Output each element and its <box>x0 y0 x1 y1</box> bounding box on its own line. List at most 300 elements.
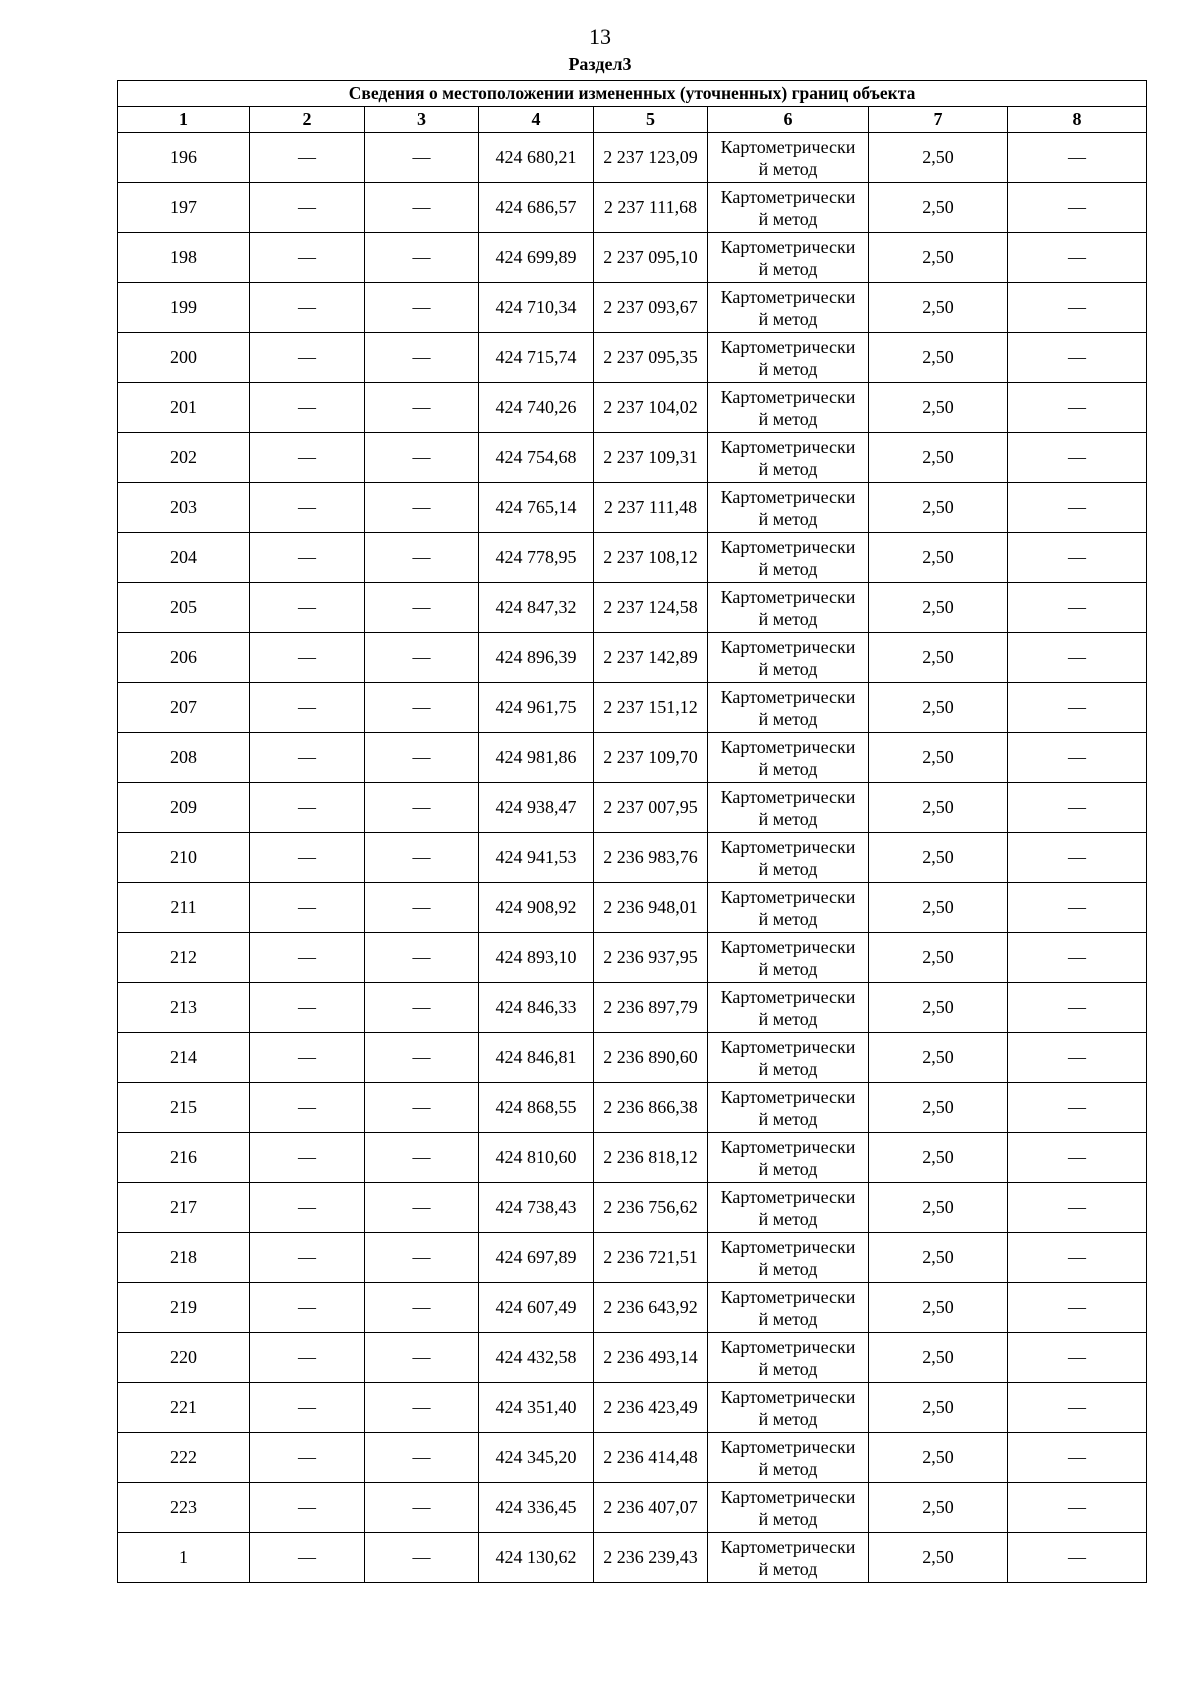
method-line-2: й метод <box>758 408 818 429</box>
accuracy-cell: 2,50 <box>869 183 1008 233</box>
x-coordinate-cell: 424 941,53 <box>479 833 594 883</box>
column-8-cell: — <box>1008 783 1147 833</box>
column-3-cell: — <box>365 283 479 333</box>
column-2-cell: — <box>250 1233 365 1283</box>
table-row <box>118 633 1147 683</box>
x-coordinate-cell: 424 680,21 <box>479 133 594 183</box>
column-2-cell: — <box>250 283 365 333</box>
y-coordinate-cell: 2 236 897,79 <box>594 983 708 1033</box>
column-8-cell: — <box>1008 733 1147 783</box>
table-row <box>118 1083 1147 1133</box>
x-coordinate-cell: 424 754,68 <box>479 433 594 483</box>
method-line-1: Картометрически <box>720 1536 856 1557</box>
table-row <box>118 1033 1147 1083</box>
y-coordinate-cell: 2 237 151,12 <box>594 683 708 733</box>
method-line-2: й метод <box>758 1558 818 1579</box>
method-line-2: й метод <box>758 258 818 279</box>
column-number: 3 <box>365 107 479 133</box>
column-3-cell: — <box>365 483 479 533</box>
method-line-1: Картометрически <box>720 136 856 157</box>
accuracy-cell: 2,50 <box>869 1133 1008 1183</box>
x-coordinate-cell: 424 778,95 <box>479 533 594 583</box>
table-row <box>118 233 1147 283</box>
table-row <box>118 1433 1147 1483</box>
column-number: 6 <box>708 107 869 133</box>
table-row <box>118 983 1147 1033</box>
x-coordinate-cell: 424 336,45 <box>479 1483 594 1533</box>
accuracy-cell: 2,50 <box>869 1483 1008 1533</box>
point-number-cell: 198 <box>118 233 250 283</box>
x-coordinate-cell: 424 351,40 <box>479 1383 594 1433</box>
accuracy-cell: 2,50 <box>869 1433 1008 1483</box>
accuracy-cell: 2,50 <box>869 1383 1008 1433</box>
method-cell <box>708 1533 869 1583</box>
column-3-cell: — <box>365 683 479 733</box>
table-caption-row <box>118 81 1147 107</box>
accuracy-cell: 2,50 <box>869 283 1008 333</box>
table-row <box>118 333 1147 383</box>
method-line-1: Картометрически <box>720 1236 856 1257</box>
section-title: Раздел3 <box>568 54 632 74</box>
method-cell <box>708 1333 869 1383</box>
method-line-2: й метод <box>758 758 818 779</box>
accuracy-cell: 2,50 <box>869 583 1008 633</box>
y-coordinate-cell: 2 236 493,14 <box>594 1333 708 1383</box>
column-8-cell: — <box>1008 1133 1147 1183</box>
column-8-cell: — <box>1008 583 1147 633</box>
column-2-cell: — <box>250 533 365 583</box>
column-2-cell: — <box>250 1433 365 1483</box>
point-number-cell: 201 <box>118 383 250 433</box>
method-line-1: Картометрически <box>720 336 856 357</box>
x-coordinate-cell: 424 981,86 <box>479 733 594 783</box>
method-cell <box>708 1033 869 1083</box>
column-3-cell: — <box>365 333 479 383</box>
point-number-cell: 214 <box>118 1033 250 1083</box>
x-coordinate-cell: 424 846,33 <box>479 983 594 1033</box>
point-number-cell: 219 <box>118 1283 250 1333</box>
method-cell <box>708 283 869 333</box>
column-2-cell: — <box>250 933 365 983</box>
column-2-cell: — <box>250 733 365 783</box>
method-line-1: Картометрически <box>720 736 856 757</box>
y-coordinate-cell: 2 237 111,48 <box>594 483 708 533</box>
column-2-cell: — <box>250 1183 365 1233</box>
x-coordinate-cell: 424 345,20 <box>479 1433 594 1483</box>
y-coordinate-cell: 2 236 423,49 <box>594 1383 708 1433</box>
method-line-2: й метод <box>758 1158 818 1179</box>
point-number-cell: 210 <box>118 833 250 883</box>
method-line-1: Картометрически <box>720 186 856 207</box>
point-number-cell: 215 <box>118 1083 250 1133</box>
y-coordinate-cell: 2 237 111,68 <box>594 183 708 233</box>
accuracy-cell: 2,50 <box>869 1183 1008 1233</box>
column-3-cell: — <box>365 583 479 633</box>
point-number-cell: 204 <box>118 533 250 583</box>
accuracy-cell: 2,50 <box>869 833 1008 883</box>
method-cell <box>708 433 869 483</box>
column-2-cell: — <box>250 133 365 183</box>
y-coordinate-cell: 2 237 007,95 <box>594 783 708 833</box>
column-3-cell: — <box>365 1433 479 1483</box>
table-row <box>118 483 1147 533</box>
accuracy-cell: 2,50 <box>869 1533 1008 1583</box>
column-8-cell: — <box>1008 1333 1147 1383</box>
column-2-cell: — <box>250 1533 365 1583</box>
column-3-cell: — <box>365 783 479 833</box>
point-number-cell: 203 <box>118 483 250 533</box>
method-line-1: Картометрически <box>720 286 856 307</box>
column-3-cell: — <box>365 883 479 933</box>
method-cell <box>708 233 869 283</box>
method-cell <box>708 483 869 533</box>
method-line-1: Картометрически <box>720 786 856 807</box>
point-number-cell: 199 <box>118 283 250 333</box>
method-line-1: Картометрически <box>720 486 856 507</box>
x-coordinate-cell: 424 130,62 <box>479 1533 594 1583</box>
method-line-2: й метод <box>758 1458 818 1479</box>
x-coordinate-cell: 424 710,34 <box>479 283 594 333</box>
method-cell <box>708 1433 869 1483</box>
column-8-cell: — <box>1008 683 1147 733</box>
column-3-cell: — <box>365 833 479 883</box>
y-coordinate-cell: 2 237 095,10 <box>594 233 708 283</box>
x-coordinate-cell: 424 961,75 <box>479 683 594 733</box>
column-number: 1 <box>118 107 250 133</box>
x-coordinate-cell: 424 765,14 <box>479 483 594 533</box>
x-coordinate-cell: 424 810,60 <box>479 1133 594 1183</box>
method-line-2: й метод <box>758 1008 818 1029</box>
column-2-cell: — <box>250 1383 365 1433</box>
column-2-cell: — <box>250 833 365 883</box>
column-3-cell: — <box>365 1383 479 1433</box>
page-number: 13 <box>589 24 611 49</box>
column-8-cell: — <box>1008 1483 1147 1533</box>
accuracy-cell: 2,50 <box>869 1083 1008 1133</box>
y-coordinate-cell: 2 236 407,07 <box>594 1483 708 1533</box>
column-3-cell: — <box>365 983 479 1033</box>
method-line-1: Картометрически <box>720 586 856 607</box>
method-line-2: й метод <box>758 958 818 979</box>
y-coordinate-cell: 2 236 818,12 <box>594 1133 708 1183</box>
x-coordinate-cell: 424 738,43 <box>479 1183 594 1233</box>
accuracy-cell: 2,50 <box>869 933 1008 983</box>
accuracy-cell: 2,50 <box>869 233 1008 283</box>
column-8-cell: — <box>1008 633 1147 683</box>
x-coordinate-cell: 424 699,89 <box>479 233 594 283</box>
method-line-1: Картометрически <box>720 1186 856 1207</box>
column-8-cell: — <box>1008 283 1147 333</box>
table-body <box>118 133 1147 1583</box>
table-row <box>118 183 1147 233</box>
y-coordinate-cell: 2 236 756,62 <box>594 1183 708 1233</box>
method-line-2: й метод <box>758 658 818 679</box>
point-number-cell: 211 <box>118 883 250 933</box>
method-line-2: й метод <box>758 808 818 829</box>
accuracy-cell: 2,50 <box>869 1283 1008 1333</box>
y-coordinate-cell: 2 237 108,12 <box>594 533 708 583</box>
point-number-cell: 209 <box>118 783 250 833</box>
point-number-cell: 218 <box>118 1233 250 1283</box>
x-coordinate-cell: 424 607,49 <box>479 1283 594 1333</box>
y-coordinate-cell: 2 236 948,01 <box>594 883 708 933</box>
accuracy-cell: 2,50 <box>869 483 1008 533</box>
accuracy-cell: 2,50 <box>869 333 1008 383</box>
x-coordinate-cell: 424 740,26 <box>479 383 594 433</box>
method-line-2: й метод <box>758 1258 818 1279</box>
point-number-cell: 207 <box>118 683 250 733</box>
column-8-cell: — <box>1008 1233 1147 1283</box>
column-8-cell: — <box>1008 533 1147 583</box>
y-coordinate-cell: 2 237 109,70 <box>594 733 708 783</box>
point-number-cell: 208 <box>118 733 250 783</box>
method-line-2: й метод <box>758 1508 818 1529</box>
table-row <box>118 1333 1147 1383</box>
method-line-1: Картометрически <box>720 636 856 657</box>
method-line-1: Картометрически <box>720 1486 856 1507</box>
point-number-cell: 196 <box>118 133 250 183</box>
column-2-cell: — <box>250 1083 365 1133</box>
table-row <box>118 933 1147 983</box>
accuracy-cell: 2,50 <box>869 983 1008 1033</box>
x-coordinate-cell: 424 846,81 <box>479 1033 594 1083</box>
column-2-cell: — <box>250 1133 365 1183</box>
y-coordinate-cell: 2 237 142,89 <box>594 633 708 683</box>
method-line-2: й метод <box>758 158 818 179</box>
table-row <box>118 1483 1147 1533</box>
column-3-cell: — <box>365 233 479 283</box>
method-line-1: Картометрически <box>720 1336 856 1357</box>
table-caption: Сведения о местоположении измененных (уточненных) границ объекта <box>118 81 1147 107</box>
column-8-cell: — <box>1008 1183 1147 1233</box>
point-number-cell: 223 <box>118 1483 250 1533</box>
point-number-cell: 220 <box>118 1333 250 1383</box>
point-number-cell: 205 <box>118 583 250 633</box>
method-cell <box>708 783 869 833</box>
accuracy-cell: 2,50 <box>869 1033 1008 1083</box>
column-2-cell: — <box>250 783 365 833</box>
accuracy-cell: 2,50 <box>869 1233 1008 1283</box>
method-cell <box>708 333 869 383</box>
column-3-cell: — <box>365 1483 479 1533</box>
column-2-cell: — <box>250 983 365 1033</box>
column-number: 8 <box>1008 107 1147 133</box>
column-3-cell: — <box>365 1183 479 1233</box>
column-2-cell: — <box>250 233 365 283</box>
method-line-1: Картометрически <box>720 1086 856 1107</box>
table-row <box>118 433 1147 483</box>
accuracy-cell: 2,50 <box>869 533 1008 583</box>
column-3-cell: — <box>365 633 479 683</box>
method-cell <box>708 1183 869 1233</box>
x-coordinate-cell: 424 896,39 <box>479 633 594 683</box>
y-coordinate-cell: 2 237 124,58 <box>594 583 708 633</box>
table-row <box>118 683 1147 733</box>
accuracy-cell: 2,50 <box>869 633 1008 683</box>
point-number-cell: 200 <box>118 333 250 383</box>
table-row <box>118 1183 1147 1233</box>
column-3-cell: — <box>365 1233 479 1283</box>
column-2-cell: — <box>250 483 365 533</box>
point-number-cell: 1 <box>118 1533 250 1583</box>
method-line-2: й метод <box>758 358 818 379</box>
y-coordinate-cell: 2 236 414,48 <box>594 1433 708 1483</box>
column-number: 7 <box>869 107 1008 133</box>
table-row <box>118 583 1147 633</box>
method-line-2: й метод <box>758 608 818 629</box>
y-coordinate-cell: 2 236 239,43 <box>594 1533 708 1583</box>
method-cell <box>708 1083 869 1133</box>
method-line-2: й метод <box>758 508 818 529</box>
method-line-2: й метод <box>758 858 818 879</box>
column-2-cell: — <box>250 1283 365 1333</box>
table-row <box>118 1133 1147 1183</box>
method-line-1: Картометрически <box>720 1136 856 1157</box>
point-number-cell: 221 <box>118 1383 250 1433</box>
column-8-cell: — <box>1008 1433 1147 1483</box>
table-row <box>118 733 1147 783</box>
y-coordinate-cell: 2 236 866,38 <box>594 1083 708 1133</box>
method-cell <box>708 983 869 1033</box>
method-cell <box>708 1383 869 1433</box>
table-row <box>118 1533 1147 1583</box>
table-row <box>118 533 1147 583</box>
column-2-cell: — <box>250 1333 365 1383</box>
coordinates-table <box>117 80 1147 1583</box>
y-coordinate-cell: 2 236 937,95 <box>594 933 708 983</box>
column-8-cell: — <box>1008 383 1147 433</box>
method-line-1: Картометрически <box>720 1386 856 1407</box>
method-cell <box>708 1483 869 1533</box>
x-coordinate-cell: 424 868,55 <box>479 1083 594 1133</box>
column-3-cell: — <box>365 1133 479 1183</box>
method-line-1: Картометрически <box>720 386 856 407</box>
column-number: 4 <box>479 107 594 133</box>
y-coordinate-cell: 2 236 721,51 <box>594 1233 708 1283</box>
column-3-cell: — <box>365 433 479 483</box>
column-2-cell: — <box>250 1483 365 1533</box>
y-coordinate-cell: 2 237 093,67 <box>594 283 708 333</box>
y-coordinate-cell: 2 237 123,09 <box>594 133 708 183</box>
column-3-cell: — <box>365 383 479 433</box>
method-line-2: й метод <box>758 1108 818 1129</box>
column-8-cell: — <box>1008 1033 1147 1083</box>
method-line-2: й метод <box>758 308 818 329</box>
column-3-cell: — <box>365 1283 479 1333</box>
table-row <box>118 783 1147 833</box>
column-2-cell: — <box>250 433 365 483</box>
method-line-2: й метод <box>758 1208 818 1229</box>
column-8-cell: — <box>1008 233 1147 283</box>
column-2-cell: — <box>250 183 365 233</box>
method-cell <box>708 1283 869 1333</box>
method-line-1: Картометрически <box>720 986 856 1007</box>
accuracy-cell: 2,50 <box>869 783 1008 833</box>
column-2-cell: — <box>250 383 365 433</box>
accuracy-cell: 2,50 <box>869 733 1008 783</box>
method-cell <box>708 1133 869 1183</box>
column-number: 2 <box>250 107 365 133</box>
column-8-cell: — <box>1008 133 1147 183</box>
point-number-cell: 213 <box>118 983 250 1033</box>
method-cell <box>708 733 869 783</box>
column-3-cell: — <box>365 933 479 983</box>
point-number-cell: 206 <box>118 633 250 683</box>
method-line-2: й метод <box>758 208 818 229</box>
column-2-cell: — <box>250 883 365 933</box>
point-number-cell: 222 <box>118 1433 250 1483</box>
column-8-cell: — <box>1008 983 1147 1033</box>
y-coordinate-cell: 2 237 109,31 <box>594 433 708 483</box>
method-line-2: й метод <box>758 708 818 729</box>
x-coordinate-cell: 424 432,58 <box>479 1333 594 1383</box>
method-cell <box>708 633 869 683</box>
method-line-1: Картометрически <box>720 686 856 707</box>
table-row <box>118 133 1147 183</box>
method-line-1: Картометрически <box>720 936 856 957</box>
table-row <box>118 833 1147 883</box>
column-number-row <box>118 107 1147 133</box>
column-8-cell: — <box>1008 833 1147 883</box>
column-3-cell: — <box>365 533 479 583</box>
y-coordinate-cell: 2 236 643,92 <box>594 1283 708 1333</box>
column-2-cell: — <box>250 633 365 683</box>
point-number-cell: 217 <box>118 1183 250 1233</box>
accuracy-cell: 2,50 <box>869 883 1008 933</box>
column-8-cell: — <box>1008 183 1147 233</box>
x-coordinate-cell: 424 893,10 <box>479 933 594 983</box>
column-8-cell: — <box>1008 333 1147 383</box>
method-cell <box>708 683 869 733</box>
column-8-cell: — <box>1008 933 1147 983</box>
method-line-1: Картометрически <box>720 436 856 457</box>
column-8-cell: — <box>1008 483 1147 533</box>
method-line-1: Картометрически <box>720 1436 856 1457</box>
accuracy-cell: 2,50 <box>869 383 1008 433</box>
method-line-2: й метод <box>758 908 818 929</box>
column-8-cell: — <box>1008 883 1147 933</box>
x-coordinate-cell: 424 697,89 <box>479 1233 594 1283</box>
column-2-cell: — <box>250 683 365 733</box>
table-row <box>118 1283 1147 1333</box>
column-2-cell: — <box>250 1033 365 1083</box>
method-cell <box>708 583 869 633</box>
method-line-1: Картометрически <box>720 886 856 907</box>
accuracy-cell: 2,50 <box>869 133 1008 183</box>
point-number-cell: 212 <box>118 933 250 983</box>
method-cell <box>708 1233 869 1283</box>
column-8-cell: — <box>1008 1083 1147 1133</box>
column-3-cell: — <box>365 183 479 233</box>
method-line-2: й метод <box>758 1058 818 1079</box>
method-line-2: й метод <box>758 558 818 579</box>
method-line-1: Картометрически <box>720 536 856 557</box>
accuracy-cell: 2,50 <box>869 1333 1008 1383</box>
x-coordinate-cell: 424 847,32 <box>479 583 594 633</box>
method-cell <box>708 533 869 583</box>
table-row <box>118 283 1147 333</box>
method-line-1: Картометрически <box>720 836 856 857</box>
table-row <box>118 1383 1147 1433</box>
x-coordinate-cell: 424 715,74 <box>479 333 594 383</box>
method-cell <box>708 383 869 433</box>
column-8-cell: — <box>1008 1383 1147 1433</box>
y-coordinate-cell: 2 237 104,02 <box>594 383 708 433</box>
column-8-cell: — <box>1008 433 1147 483</box>
y-coordinate-cell: 2 236 890,60 <box>594 1033 708 1083</box>
table-row <box>118 383 1147 433</box>
y-coordinate-cell: 2 237 095,35 <box>594 333 708 383</box>
